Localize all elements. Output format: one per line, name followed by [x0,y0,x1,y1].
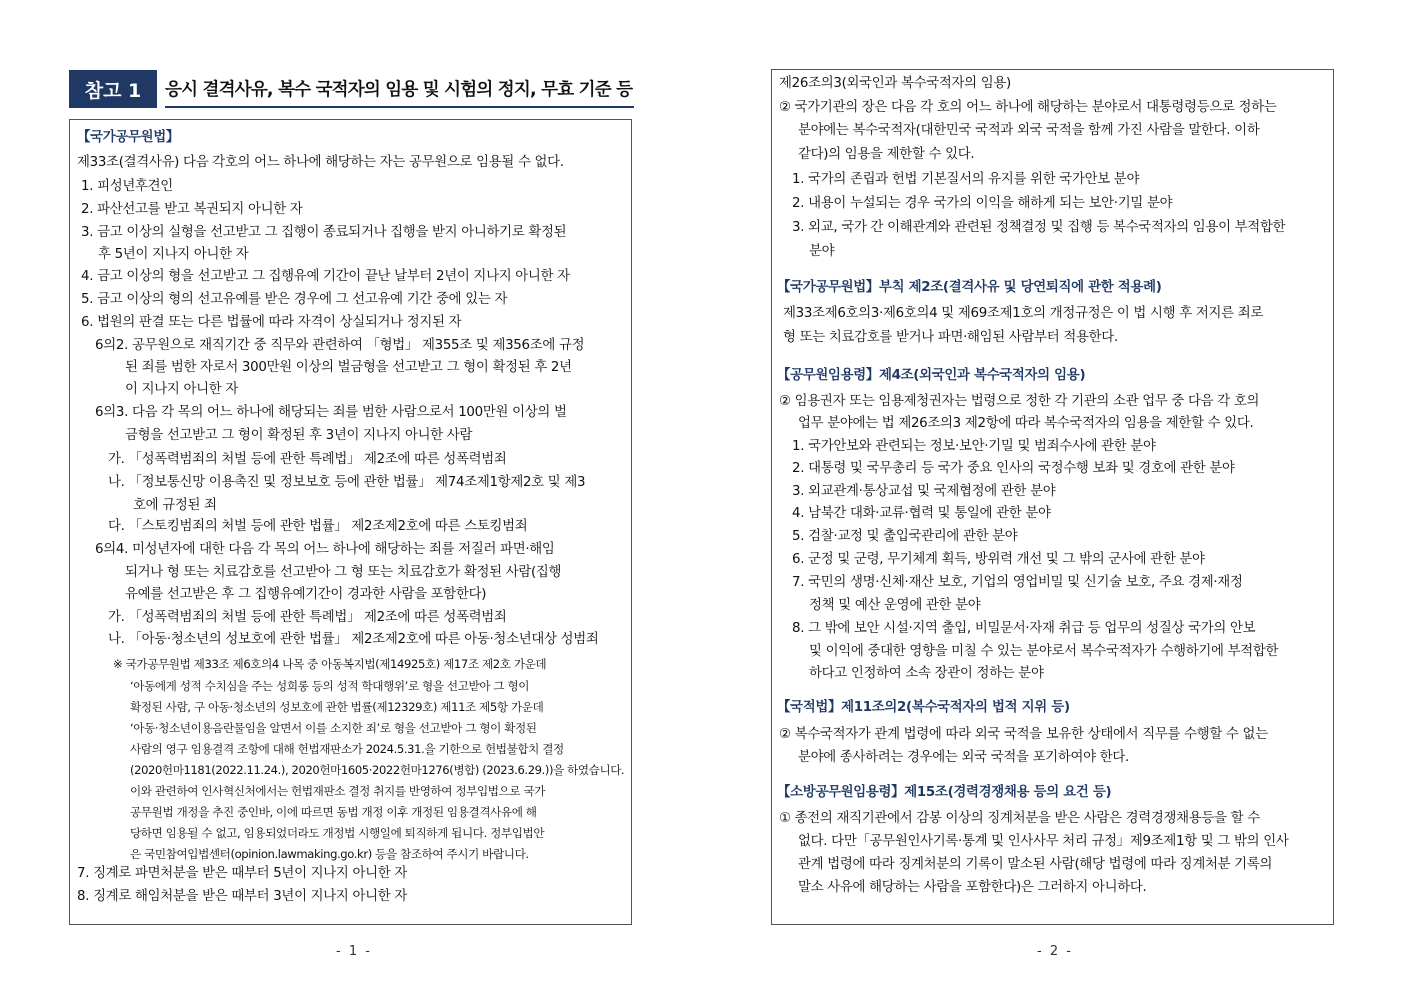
text-line: (2020헌마1181(2022.11.24.), 2020헌마1605·2022헌마1276(병합) (2023.6.29.))을 하였습니다. [130,763,625,777]
text-line: 금형을 선고받고 그 형이 확정된 후 3년이 지나지 아니한 사람 [125,428,473,443]
text-line: 업무 분야에는 법 제26조의3 제2항에 따라 복수국적자의 임용을 제한할 수 있다. [798,416,1254,431]
text-line: 이 지나지 아니한 자 [125,382,238,397]
text-line: 7. 징계로 파면처분을 받은 때부터 5년이 지나지 아니한 자 [77,866,408,881]
text-line: 되거나 형 또는 치료감호를 선고받아 그 형 또는 치료감호가 확정된 사람(집행 [125,565,562,580]
text-line: ‘아동에게 성적 수치심을 주는 성희롱 등의 성적 학대행위’로 형을 선고받아 그 형이 [130,679,530,693]
text-line: 정책 및 예산 운영에 관한 분야 [809,598,981,613]
text-line: 같다)의 임용을 제한할 수 있다. [798,147,975,162]
text-line: ‘아동·청소년이용음란물임을 알면서 이를 소지한 죄’로 형을 선고받아 그 형이 확정된 [130,721,537,735]
page-number-2: - 2 - [1037,944,1073,959]
text-line: 당하면 임용될 수 없고, 임용되었더라도 개정법 시행일에 퇴직하게 됩니다. 정부입법안 [130,826,545,840]
text-line: 나. 「아동·청소년의 성보호에 관한 법률」 제2조제2호에 따른 아동·청소년대상 성범죄 [108,632,599,647]
text-line: 7. 국민의 생명·신체·재산 보호, 기업의 영업비밀 및 신기술 보호, 주요 경제·재정 [792,575,1243,590]
page-number-1: - 1 - [336,944,372,959]
text-line: 분야 [809,244,835,259]
text-line: 관계 법령에 따라 징계처분의 기록이 말소된 사람(해당 법령에 따라 징계처분 기록의 [798,857,1273,872]
section-heading: 【공무원임용령】제4조(외국인과 복수국적자의 임용) [777,368,1086,383]
section-heading: 【소방공무원임용령】제15조(경력경쟁채용 등의 요건 등) [777,785,1112,800]
text-line: 6의3. 다음 각 목의 어느 하나에 해당되는 죄를 범한 사람으로서 100만원 이상의 벌 [95,405,567,420]
text-line: 다. 「스토킹범죄의 처벌 등에 관한 법률」 제2조제2호에 따른 스토킹범죄 [108,519,528,534]
text-line: 4. 금고 이상의 형을 선고받고 그 집행유예 기간이 끝난 날부터 2년이 지나지 아니한 자 [81,269,570,284]
text-line: 말소 사유에 해당하는 사람을 포함한다)은 그러하지 아니하다. [798,880,1147,895]
text-line: 나. 「정보통신망 이용촉진 및 정보보호 등에 관한 법률」 제74조제1항제2호 및 제3 [108,475,586,490]
reference-badge: 참고 1 [69,70,157,108]
text-line: 분야에 종사하려는 경우에는 외국 국적을 포기하여야 한다. [798,750,1129,765]
page2-content-box [771,69,1334,925]
text-line: 제26조의3(외국인과 복수국적자의 임용) [779,76,1011,91]
text-line: 형 또는 치료감호를 받거나 파면·해임된 사람부터 적용한다. [783,330,1118,345]
text-line: 이와 관련하여 인사혁신처에서는 헌법재판소 결정 취지를 반영하여 정부입법으로 국가 [130,784,546,798]
page-title: 응시 결격사유, 복수 국적자의 임용 및 시험의 정지, 무효 기준 등 [165,70,634,108]
text-line: 2. 내용이 누설되는 경우 국가의 이익을 해하게 되는 보안·기밀 분야 [792,196,1173,211]
text-line: 된 죄를 범한 자로서 300만원 이상의 벌금형을 선고받고 그 형이 확정된 후 2년 [125,360,572,375]
text-line: 확정된 사람, 구 아동·청소년의 성보호에 관한 법률(제12329호) 제11조 제5항 가운데 [130,700,544,714]
text-line: 유예를 선고받은 후 그 집행유예기간이 경과한 사람을 포함한다) [125,587,487,602]
page1-content-box [69,119,632,925]
section-heading: 【국적법】제11조의2(복수국적자의 법적 지위 등) [777,700,1070,715]
text-line: 8. 그 밖에 보안 시설·지역 출입, 비밀문서·자재 취급 등 업무의 성질상 국가의 안보 [792,621,1256,636]
text-line: 공무원법 개정을 추진 중인바, 이에 따르면 동법 개정 이후 개정된 임용결격사유에 해 [130,805,537,819]
text-line: 6의2. 공무원으로 재직기간 중 직무와 관련하여 「형법」 제355조 및 제356조에 규정 [95,338,585,353]
text-line: 가. 「성폭력범죄의 처벌 등에 관한 특례법」 제2조에 따른 성폭력범죄 [108,452,507,467]
text-line: 없다. 다만「공무원인사기록·통계 및 인사사무 처리 규정」제9조제1항 및 그 밖의 인사 [798,834,1289,849]
text-line: 1. 국가의 존립과 헌법 기본질서의 유지를 위한 국가안보 분야 [792,172,1140,187]
text-line: 3. 외교관계·통상교섭 및 국제협정에 관한 분야 [792,484,1056,499]
text-line: 5. 검찰·교정 및 출입국관리에 관한 분야 [792,529,1018,544]
text-line: 4. 남북간 대화·교류·협력 및 통일에 관한 분야 [792,506,1051,521]
section-heading: 【국가공무원법】부칙 제2조(결격사유 및 당연퇴직에 관한 적용례) [777,280,1162,295]
text-line: ② 임용권자 또는 임용제청권자는 법령으로 정한 각 기관의 소관 업무 중 다음 각 호의 [779,394,1260,409]
text-line: 제33조(결격사유) 다음 각호의 어느 하나에 해당하는 자는 공무원으로 임용될 수 없다. [77,155,564,170]
text-line: 5. 금고 이상의 형의 선고유예를 받은 경우에 그 선고유예 기간 중에 있는 자 [81,292,508,307]
text-line: ② 복수국적자가 관계 법령에 따라 외국 국적을 보유한 상태에서 직무를 수행할 수 없는 [779,727,1268,742]
text-line: 가. 「성폭력범죄의 처벌 등에 관한 특례법」 제2조에 따른 성폭력범죄 [108,610,507,625]
text-line: 2. 대통령 및 국무총리 등 국가 중요 인사의 국정수행 보좌 및 경호에 관한 분야 [792,461,1235,476]
text-line: 1. 국가안보와 관련되는 정보·보안·기밀 및 범죄수사에 관한 분야 [792,439,1156,454]
text-line: 후 5년이 지나지 아니한 자 [98,247,249,262]
text-line: 6. 군정 및 군령, 무기체계 획득, 방위력 개선 및 그 밖의 군사에 관한 분야 [792,552,1205,567]
text-line: 3. 외교, 국가 간 이해관계와 관련된 정책결정 및 집행 등 복수국적자의 임용이 부적합한 [792,220,1286,235]
text-line: 2. 파산선고를 받고 복권되지 아니한 자 [81,202,303,217]
text-line: 8. 징계로 해임처분을 받은 때부터 3년이 지나지 아니한 자 [77,889,408,904]
text-line: 분야에는 복수국적자(대한민국 국적과 외국 국적을 함께 가진 사람을 말한다. 이하 [798,123,1260,138]
text-line: ※ 국가공무원법 제33조 제6호의4 나목 중 아동복지법(제14925호) 제17조 제2호 가운데 [113,657,547,671]
text-line: 제33조제6호의3·제6호의4 및 제69조제1호의 개정규정은 이 법 시행 후 저지른 죄로 [783,306,1263,321]
title-bar [69,70,634,108]
text-line: 1. 피성년후견인 [81,179,173,194]
text-line: 호에 규정된 죄 [133,498,217,513]
text-line: 하다고 인정하여 소속 장관이 정하는 분야 [809,666,1044,681]
text-line: 은 국민참여입법센터(opinion.lawmaking.go.kr) 등을 참조하여 주시기 바랍니다. [130,847,529,861]
text-line: 6의4. 미성년자에 대한 다음 각 목의 어느 하나에 해당하는 죄를 저질러 파면·해임 [95,542,555,557]
text-line: ① 종전의 재직기관에서 감봉 이상의 징계처분을 받은 사람은 경력경쟁채용등을 할 수 [779,811,1260,826]
text-line: 사람의 영구 임용결격 조항에 대해 헌법재판소가 2024.5.31.을 기한으로 헌법불합치 결정 [130,742,564,756]
text-line: 6. 법원의 판결 또는 다른 법률에 따라 자격이 상실되거나 정지된 자 [81,315,462,330]
text-line: 3. 금고 이상의 실형을 선고받고 그 집행이 종료되거나 집행을 받지 아니하기로 확정된 [81,225,567,240]
section-heading: 【국가공무원법】 [77,130,179,145]
text-line: ② 국가기관의 장은 다음 각 호의 어느 하나에 해당하는 분야로서 대통령령등으로 정하는 [779,100,1277,115]
text-line: 및 이익에 중대한 영향을 미칠 수 있는 분야로서 복수국적자가 수행하기에 부적합한 [809,644,1279,659]
